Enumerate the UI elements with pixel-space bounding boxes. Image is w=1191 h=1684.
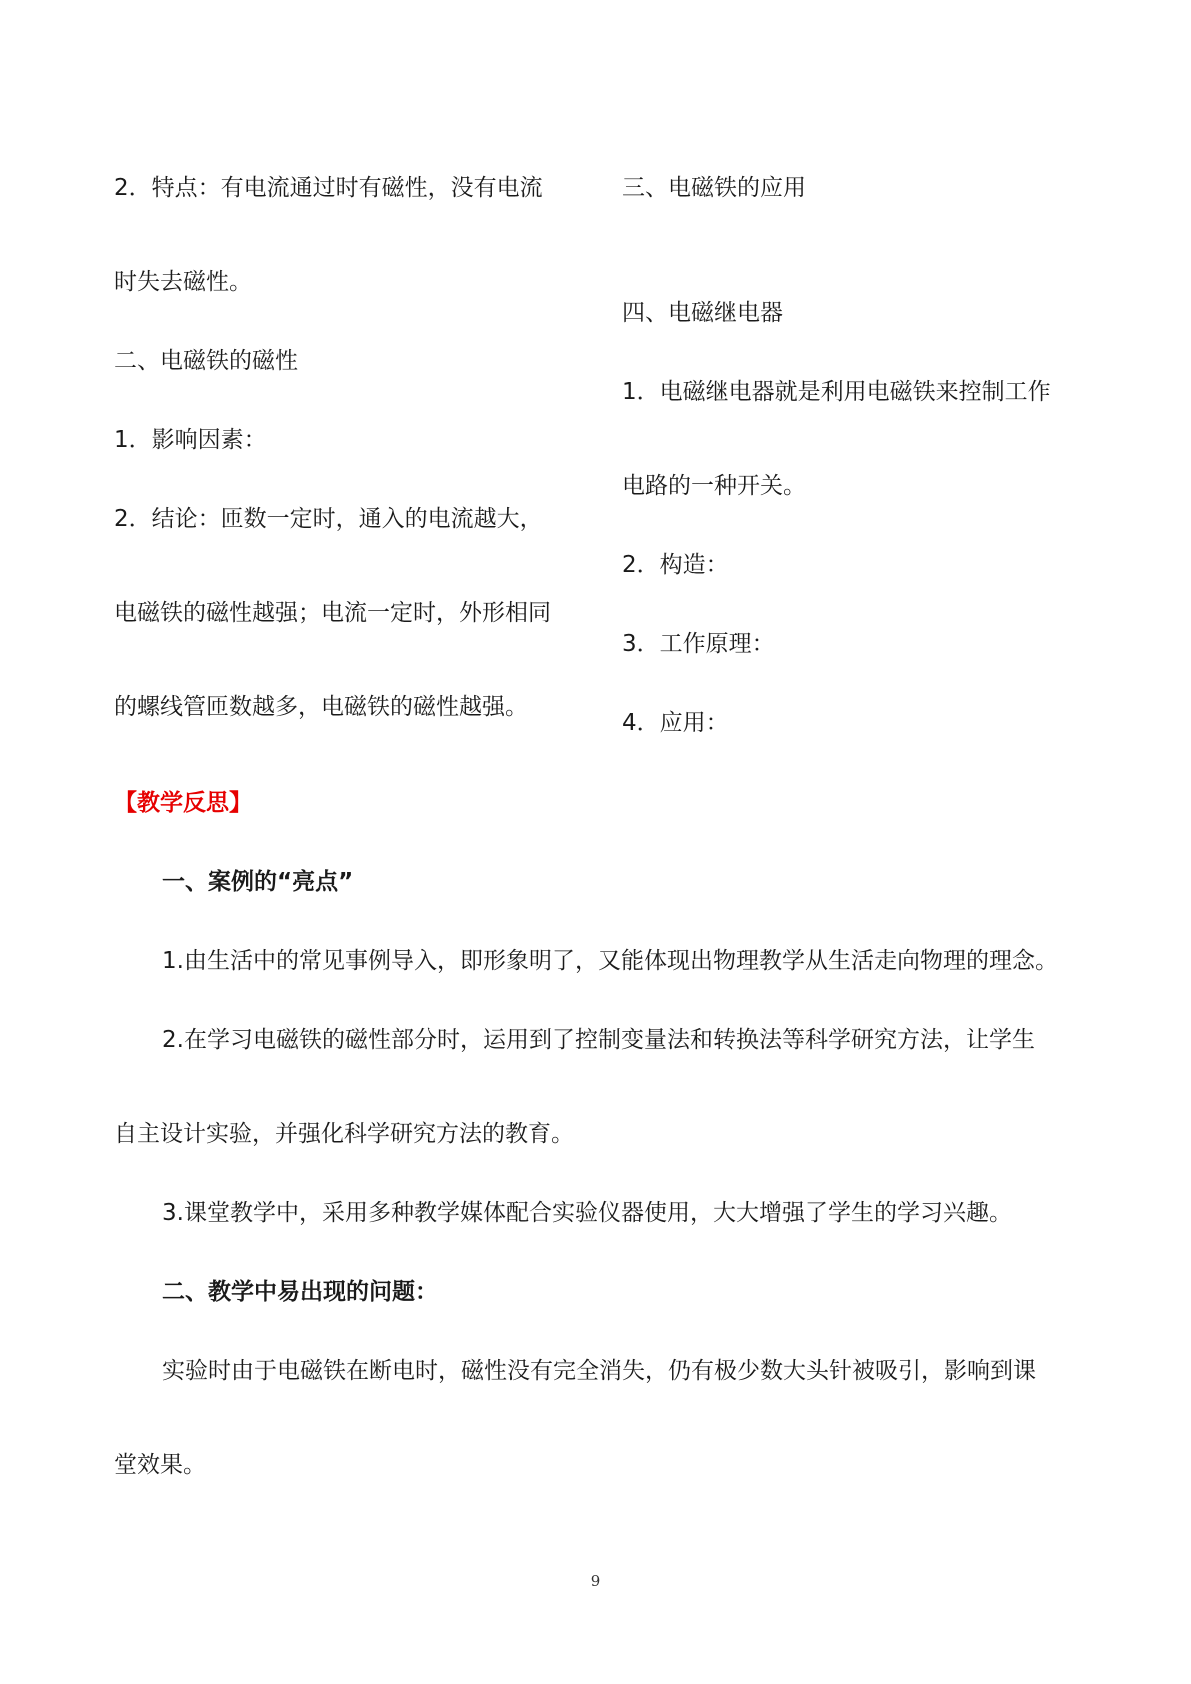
left-heading-magnetism: 二、电磁铁的磁性 [114,348,298,374]
right-line-usage: 4．应用： [622,710,729,736]
reflection-paragraph-2-cont: 自主设计实验，并强化科学研究方法的教育。 [114,1121,574,1147]
reflection-paragraph-3: 3.课堂教学中，采用多种教学媒体配合实验仪器使用，大大增强了学生的学习兴趣。 [162,1200,1012,1226]
right-line-relay-def: 1．电磁继电器就是利用电磁铁来控制工作 [622,379,1051,405]
left-line-conclusion-2: 电磁铁的磁性越强；电流一定时，外形相同 [114,600,551,626]
reflection-paragraph-2: 2.在学习电磁铁的磁性部分时，运用到了控制变量法和转换法等科学研究方法，让学生 [162,1027,1035,1053]
right-heading-relay: 四、电磁继电器 [622,300,783,326]
left-line-1: 2．特点：有电流通过时有磁性，没有电流 [114,175,543,201]
page-number: 9 [590,1572,601,1590]
right-heading-application: 三、电磁铁的应用 [622,175,806,201]
reflection-paragraph-1: 1.由生活中的常见事例导入，即形象明了，又能体现出物理教学从生活走向物理的理念。 [162,948,1058,974]
left-line-factors: 1．影响因素： [114,427,267,453]
reflection-paragraph-4: 实验时由于电磁铁在断电时，磁性没有完全消失，仍有极少数大头针被吸引，影响到课 [162,1358,1036,1384]
reflection-heading-highlights: 一、案例的“亮点” [162,869,354,895]
left-line-conclusion-3: 的螺线管匝数越多，电磁铁的磁性越强。 [114,694,528,720]
right-line-structure: 2．构造： [622,552,729,578]
left-line-2: 时失去磁性。 [114,269,252,295]
right-line-relay-def-2: 电路的一种开关。 [622,473,806,499]
reflection-title: 【教学反思】 [114,790,252,816]
reflection-heading-problems: 二、教学中易出现的问题： [162,1279,438,1305]
reflection-paragraph-4-cont: 堂效果。 [114,1452,206,1478]
left-line-conclusion: 2．结论：匝数一定时，通入的电流越大， [114,506,543,532]
right-line-principle: 3．工作原理： [622,631,775,657]
